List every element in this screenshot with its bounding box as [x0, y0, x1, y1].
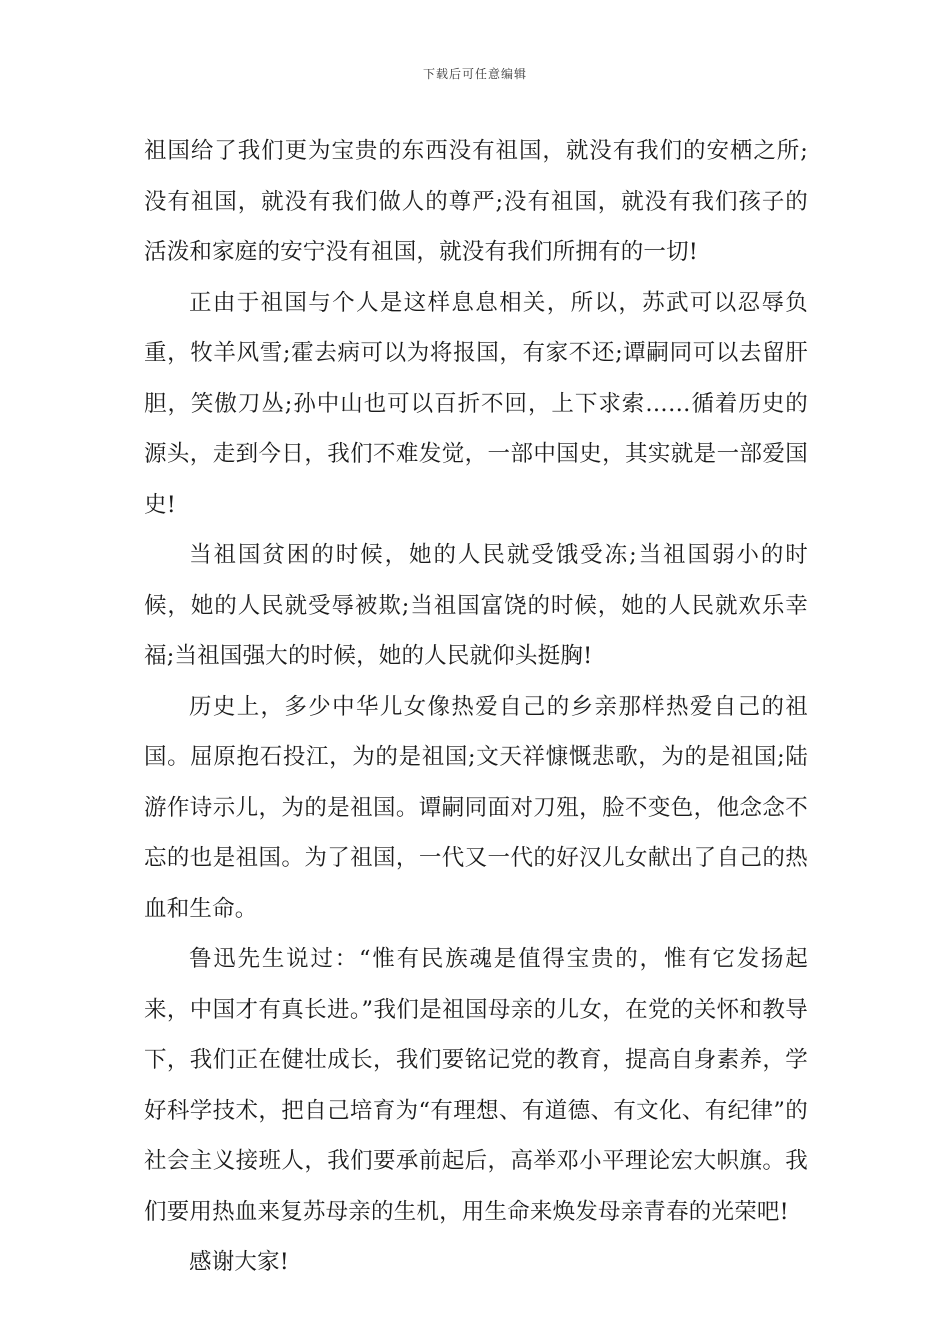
paragraph-5: 鲁迅先生说过：“惟有民族魂是值得宝贵的，惟有它发扬起来，中国才有真长进。”我们是祖国母亲的儿女，在党的关怀和教导下，我们正在健壮成长，我们要铭记党的教育，提高自身素养，学好科学技术，把自己培育为“有理想、有道德、有文化、有纪律”的社会主义接班人，我们要承前起后，高举邓小平理论宏大帜旗。我们要用热血来复苏母亲的生机，用生命来焕发母亲青春的光荣吧!	[144, 946, 808, 1225]
paragraph-6: 感谢大家!	[189, 1249, 290, 1275]
paragraph-3: 当祖国贫困的时候，她的人民就受饿受冻;当祖国弱小的时候，她的人民就受辱被欺;当祖国富饶的时候，她的人民就欢乐幸福;当祖国强大的时候，她的人民就仰头挺胸!	[144, 542, 808, 669]
paragraph-4: 历史上，多少中华儿女像热爱自己的乡亲那样热爱自己的祖国。屈原抱石投江，为的是祖国;文天祥慷慨悲歌，为的是祖国;陆游作诗示儿，为的是祖国。谭嗣同面对刀殂，脸不变色，他念念不忘的也是祖国。为了祖国，一代又一代的好汉儿女献出了自己的热血和生命。	[144, 693, 808, 922]
page-header: 下载后可任意编辑	[422, 67, 527, 81]
paragraph-2: 正由于祖国与个人是这样息息相关，所以，苏武可以忍辱负重，牧羊风雪;霍去病可以为将报国，有家不还;谭嗣同可以去留肝胆，笑傲刀丛;孙中山也可以百折不回，上下求索……循着历史的源头，走到今日，我们不难发觉，一部中国史，其实就是一部爱国史!	[144, 289, 808, 518]
document-body	[144, 126, 808, 1288]
paragraph-1: 祖国给了我们更为宝贵的东西没有祖国，就没有我们的安栖之所;没有祖国，就没有我们做人的尊严;没有祖国，就没有我们孩子的活泼和家庭的安宁没有祖国，就没有我们所拥有的一切!	[144, 138, 808, 265]
